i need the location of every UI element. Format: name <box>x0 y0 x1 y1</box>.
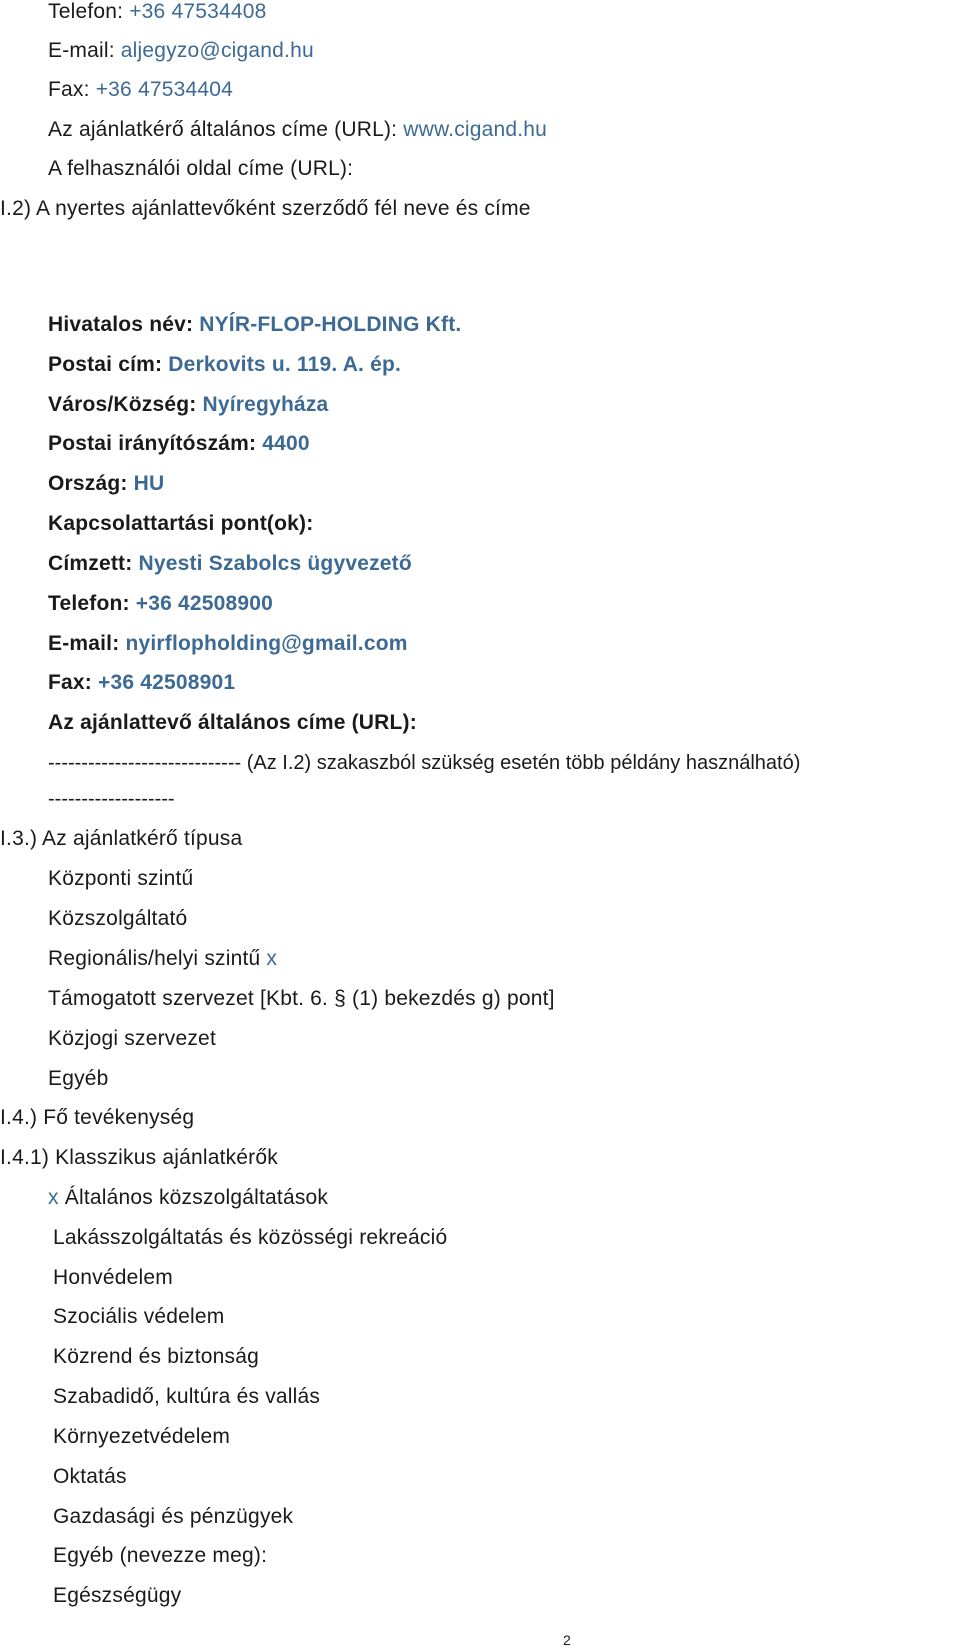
value: NYÍR-FLOP-HOLDING Kft. <box>199 313 462 336</box>
value: 4400 <box>262 432 310 455</box>
value: Nyíregyháza <box>202 393 329 416</box>
label: Az ajánlattevő általános címe (URL): <box>48 711 417 734</box>
heading-text: I.4.1) Klasszikus ajánlatkérők <box>0 1146 278 1169</box>
section-i2-heading <box>0 195 531 223</box>
activity-item <box>53 1582 181 1610</box>
label: E-mail: <box>48 39 121 62</box>
activity-label: Általános közszolgáltatások <box>64 1186 329 1209</box>
activity-item-selected <box>48 1184 328 1212</box>
contact-url <box>48 116 547 144</box>
section-i41-heading <box>0 1144 278 1172</box>
activity-item <box>53 1383 320 1411</box>
contact-fax <box>48 76 233 104</box>
value: +36 42508900 <box>135 592 274 615</box>
value: Nyesti Szabolcs ügyvezető <box>138 552 412 575</box>
label: Az ajánlatkérő általános címe (URL): <box>48 118 404 141</box>
value: +36 47534408 <box>129 0 267 23</box>
label: Város/Község: <box>48 393 203 416</box>
option-label: Regionális/helyi szintű <box>48 947 267 970</box>
activity-label: Szabadidő, kultúra és vallás <box>53 1385 321 1408</box>
authority-type-option <box>48 905 187 933</box>
option-label: Közjogi szervezet <box>48 1027 216 1050</box>
label: Telefon: <box>48 592 136 615</box>
authority-type-option <box>48 865 193 893</box>
section-i3-heading <box>0 825 242 853</box>
value: Derkovits u. 119. A. ép. <box>168 353 402 376</box>
label: Címzett: <box>48 552 139 575</box>
label: Fax: <box>48 671 99 694</box>
winner-name <box>48 311 461 339</box>
heading-text: I.3.) Az ajánlatkérő típusa <box>0 827 243 850</box>
value: HU <box>133 472 165 495</box>
activity-item <box>53 1503 293 1531</box>
option-label: Közszolgáltató <box>48 907 188 930</box>
authority-type-option <box>48 985 555 1013</box>
label: Ország: <box>48 472 134 495</box>
contact-phone <box>48 0 266 26</box>
winner-country <box>48 470 164 498</box>
authority-type-option <box>48 1065 109 1093</box>
activity-label: Egyéb (nevezze meg): <box>53 1544 268 1567</box>
value: www.cigand.hu <box>403 118 548 141</box>
authority-type-option <box>48 1025 216 1053</box>
option-label: Támogatott szervezet [Kbt. 6. § (1) bekezdés g) pont] <box>48 987 555 1010</box>
winner-recipient <box>48 550 412 578</box>
label: Kapcsolattartási pont(ok): <box>48 512 314 535</box>
label: Telefon: <box>48 0 130 23</box>
activity-item <box>53 1224 447 1252</box>
label: E-mail: <box>48 632 126 655</box>
selected-mark: x <box>48 1186 65 1209</box>
winner-fax <box>48 669 235 697</box>
activity-label: Honvédelem <box>53 1266 173 1289</box>
activity-label: Környezetvédelem <box>53 1425 231 1448</box>
heading-text: I.2) A nyertes ajánlattevőként szerződő fél neve és címe <box>0 197 531 220</box>
value: aljegyzo@cigand.hu <box>120 39 314 62</box>
value: +36 47534404 <box>95 78 233 101</box>
label: A felhasználói oldal címe (URL): <box>48 157 354 180</box>
winner-url <box>48 709 417 737</box>
activity-label: Szociális védelem <box>53 1305 225 1328</box>
value: nyirflopholding@gmail.com <box>125 632 408 655</box>
winner-email <box>48 630 408 658</box>
separator-line-2 <box>48 785 175 813</box>
separator-text: ----------------------------- (Az I.2) szakaszból szükség esetén több példány használható) <box>48 752 801 774</box>
authority-type-option-selected <box>48 945 277 973</box>
activity-label: Közrend és biztonság <box>53 1345 259 1368</box>
contact-user-url <box>48 155 353 183</box>
label: Postai irányítószám: <box>48 432 263 455</box>
activity-item <box>53 1423 230 1451</box>
section-i4-heading <box>0 1104 194 1132</box>
activity-item <box>53 1264 173 1292</box>
winner-address <box>48 351 401 379</box>
label: Hivatalos név: <box>48 313 200 336</box>
separator-line-1 <box>48 749 800 777</box>
heading-text: I.4.) Fő tevékenység <box>0 1106 195 1129</box>
option-label: Központi szintű <box>48 867 194 890</box>
value: +36 42508901 <box>98 671 236 694</box>
page-number: 2 <box>563 1632 571 1648</box>
activity-item <box>53 1463 127 1491</box>
winner-zip <box>48 430 310 458</box>
label: Fax: <box>48 78 96 101</box>
activity-label: Oktatás <box>53 1465 127 1488</box>
activity-label: Egészségügy <box>53 1584 182 1607</box>
activity-item <box>53 1343 259 1371</box>
activity-item <box>53 1542 267 1570</box>
separator-text: ------------------- <box>48 788 175 810</box>
winner-city <box>48 391 328 419</box>
activity-label: Lakásszolgáltatás és közösségi rekreáció <box>53 1226 448 1249</box>
winner-phone <box>48 590 273 618</box>
activity-label: Gazdasági és pénzügyek <box>53 1505 294 1528</box>
contact-email <box>48 37 314 65</box>
winner-contact-points <box>48 510 313 538</box>
option-label: Egyéb <box>48 1067 109 1090</box>
selected-mark: x <box>266 947 278 970</box>
activity-item <box>53 1303 224 1331</box>
label: Postai cím: <box>48 353 169 376</box>
